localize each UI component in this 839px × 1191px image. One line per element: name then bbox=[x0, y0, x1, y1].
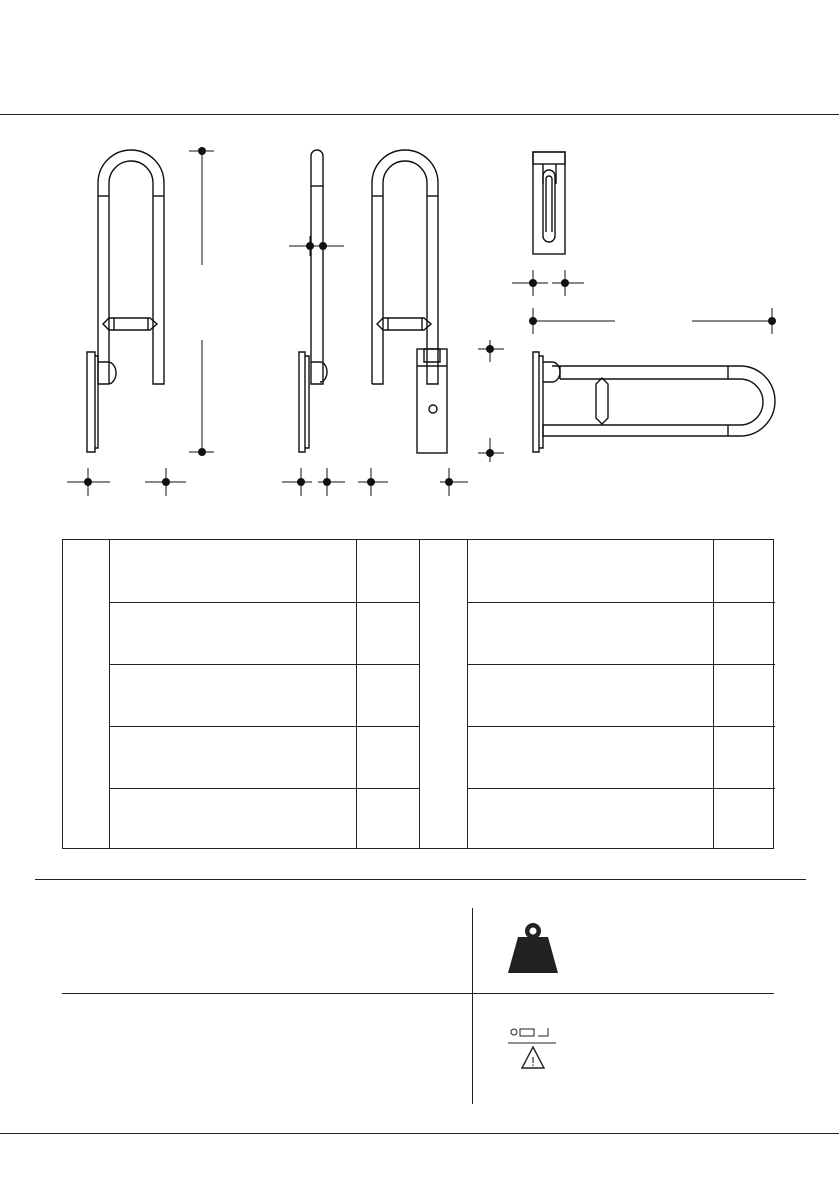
front-folded-view bbox=[372, 150, 447, 453]
table-row bbox=[109, 726, 356, 788]
weight-icon bbox=[504, 917, 562, 975]
section-divider bbox=[35, 879, 806, 880]
info-column-divider bbox=[472, 908, 473, 1104]
table-row bbox=[467, 540, 713, 602]
info-row-divider bbox=[62, 993, 774, 994]
table-row bbox=[109, 540, 356, 602]
technical-drawing bbox=[0, 0, 839, 530]
top-view bbox=[533, 152, 565, 254]
table-row bbox=[467, 726, 713, 788]
front-view bbox=[87, 150, 164, 452]
warning-triangle-icon bbox=[506, 1025, 560, 1075]
table-row bbox=[467, 602, 713, 664]
plan-view bbox=[533, 352, 775, 452]
table-row bbox=[109, 664, 356, 726]
bottom-divider bbox=[0, 1133, 839, 1134]
table-row bbox=[109, 602, 356, 664]
table-row bbox=[467, 788, 713, 850]
dimension-markers bbox=[84, 147, 776, 486]
table-row bbox=[467, 664, 713, 726]
side-view bbox=[299, 150, 327, 452]
warning-symbol: ! bbox=[530, 1055, 536, 1069]
spec-table bbox=[62, 539, 774, 849]
table-row bbox=[109, 788, 356, 850]
